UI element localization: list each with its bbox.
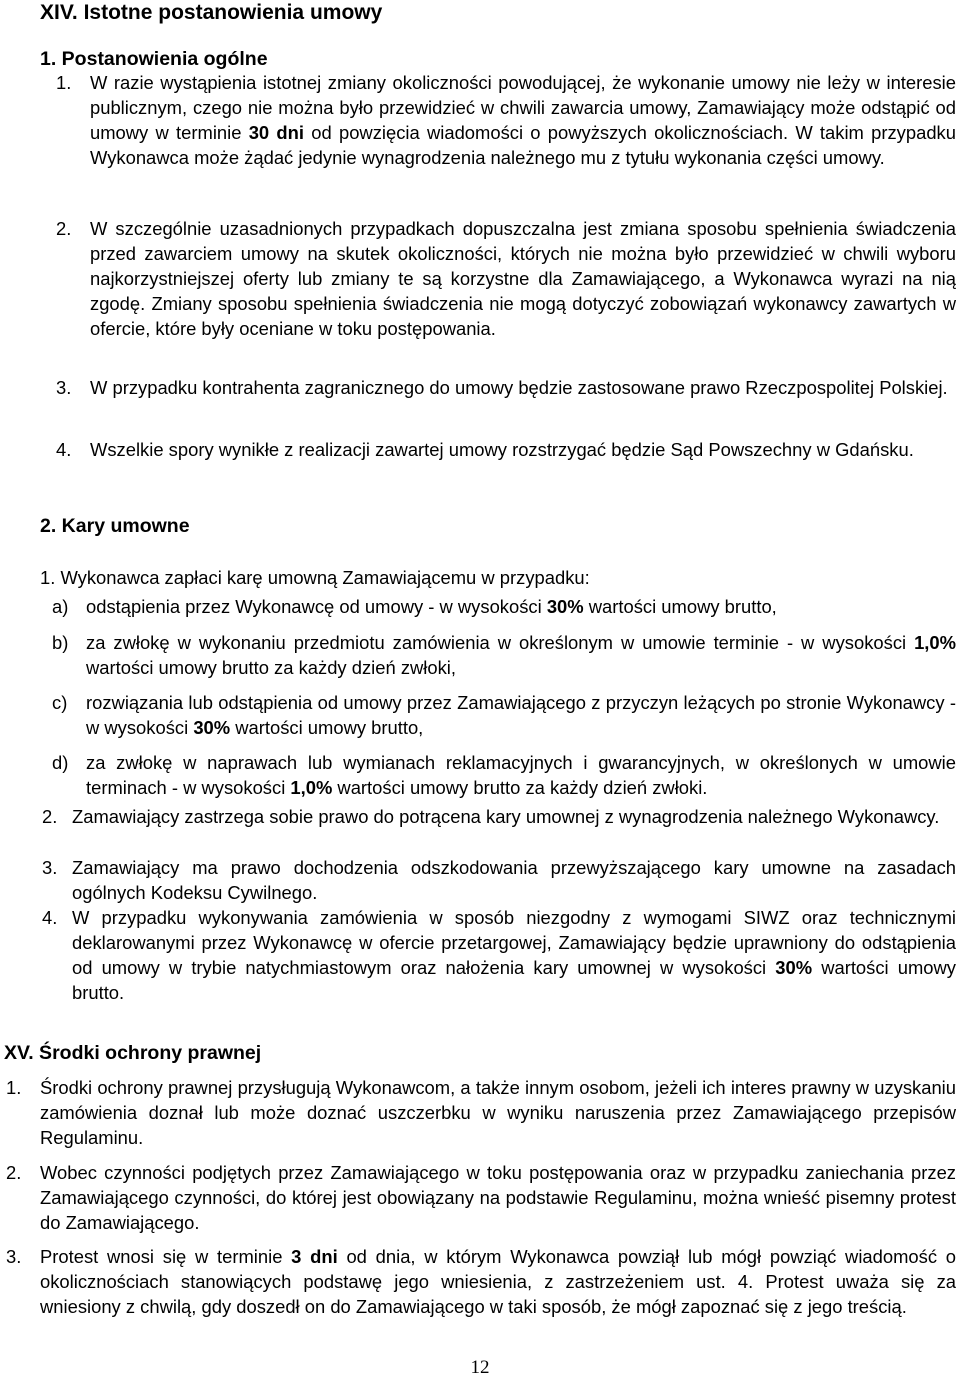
item-number: 1. xyxy=(6,1077,22,1098)
case-letter: a) xyxy=(52,596,69,617)
item-number: 3. xyxy=(42,857,58,878)
item-text: W szczególnie uzasadnionych przypadkach dopuszczalna jest zmiana sposobu spełnienia świadczenia przed zawarciem umowy na skutek okoliczności, których nie można było przewidzieć w chwili wyboru najkorzystniejszej oferty lub zmiany te są korzystne dla Zamawiającego, a Wykonawca wyrazi na nią zgodę. Zmiany sposobu spełnienia świadczenia nie mogą dotyczyć zobowiązań wykonawcy zawartych w ofercie, które były oceniane w toku postępowania. xyxy=(90,218,956,339)
penalties-item-2 xyxy=(42,804,956,829)
item-number: 2. xyxy=(42,806,58,827)
general-item-3 xyxy=(56,375,956,400)
legal-item-1 xyxy=(6,1075,956,1150)
case-text: odstąpienia przez Wykonawcę od umowy - w wysokości 30% wartości umowy brutto, xyxy=(86,596,777,617)
item-number: 2. xyxy=(56,218,72,239)
legal-item-3 xyxy=(6,1244,956,1319)
penalty-case-a xyxy=(52,594,956,619)
item-number: 1. xyxy=(56,72,72,93)
item-text: Wszelkie spory wynikłe z realizacji zawartej umowy rozstrzygać będzie Sąd Powszechny w Gdańsku. xyxy=(90,439,914,460)
item-number: 4. xyxy=(42,907,58,928)
item-text: Zamawiający zastrzega sobie prawo do potrącena kary umownej z wynagrodzenia należnego Wykonawcy. xyxy=(72,806,940,827)
item-number: 3. xyxy=(56,377,72,398)
case-text: rozwiązania lub odstąpienia od umowy przez Zamawiającego z przyczyn leżących po stronie Wykonawcy - w wysokości 30% wartości umowy brutto, xyxy=(86,692,956,738)
page-number: 12 xyxy=(470,1357,490,1378)
item-text: Wobec czynności podjętych przez Zamawiającego w toku postępowania oraz w przypadku zaniechania przez Zamawiającego czynności, do której jest obowiązany na podstawie Regulaminu, można wnieść pisemny protest do Zamawiającego. xyxy=(40,1162,956,1233)
item-text: W razie wystąpienia istotnej zmiany okoliczności powodującej, że wykonanie umowy nie leży w interesie publicznym, czego nie można było przewidzieć w chwili zawarcia umowy, Zamawiający może odstąpić od umowy w terminie 30 dni od powzięcia wiadomości o powyższych okolicznościach. W takim przypadku Wykonawca może żądać jedynie wynagrodzenia należnego mu z tytułu wykonania części umowy. xyxy=(90,72,956,168)
penalties-item-4 xyxy=(42,905,956,1005)
general-item-2 xyxy=(56,216,956,341)
penalties-item-3 xyxy=(42,855,956,905)
penalty-case-b xyxy=(52,630,956,680)
item-text: Środki ochrony prawnej przysługują Wykonawcom, a także innym osobom, jeżeli ich interes prawny w uzyskaniu zamówienia doznał lub może doznać uszczerbku w wyniku naruszenia przez Zamawiającego przepisów Regulaminu. xyxy=(40,1077,956,1148)
penalty-case-d xyxy=(52,750,956,800)
penalties-intro: 1. Wykonawca zapłaci karę umowną Zamawiającemu w przypadku: xyxy=(40,567,590,588)
legal-item-2 xyxy=(6,1160,956,1235)
item-text: W przypadku wykonywania zamówienia w sposób niezgodny z wymogami SIWZ oraz technicznymi deklarowanymi przez Wykonawcę w ofercie przetargowej, Zamawiający będzie uprawniony do odstąpienia od umowy w trybie natychmiastowym oraz nałożenia kary umownej w wysokości 30% wartości umowy brutto. xyxy=(72,907,956,1003)
general-item-4 xyxy=(56,437,956,462)
case-letter: d) xyxy=(52,752,69,773)
item-number: 3. xyxy=(6,1246,22,1267)
general-item-1 xyxy=(56,70,956,170)
penalties-title: 2. Kary umowne xyxy=(40,515,190,537)
item-text: Protest wnosi się w terminie 3 dni od dnia, w którym Wykonawca powziął lub mógł powziąć wiadomość o okolicznościach stanowiących podstawę jego wniesienia, z zastrzeżeniem ust. 4. Protest uważa się za wniesiony z chwilą, gdy doszedł on do Zamawiającego w taki sposób, że mógł zapoznać się z jego treścią. xyxy=(40,1246,956,1317)
section-14-title: XIV. Istotne postanowienia umowy xyxy=(40,1,383,24)
case-letter: b) xyxy=(52,632,69,653)
penalty-case-c xyxy=(52,690,956,740)
general-provisions-title: 1. Postanowienia ogólne xyxy=(40,48,268,70)
item-text: W przypadku kontrahenta zagranicznego do umowy będzie zastosowane prawo Rzeczpospolitej Polskiej. xyxy=(90,377,948,398)
case-letter: c) xyxy=(52,692,68,713)
case-text: za zwłokę w naprawach lub wymianach reklamacyjnych i gwarancyjnych, w określonych w umowie terminach - w wysokości 1,0% wartości umowy brutto za każdy dzień zwłoki. xyxy=(86,752,956,798)
item-text: Zamawiający ma prawo dochodzenia odszkodowania przewyższającego kary umowne na zasadach ogólnych Kodeksu Cywilnego. xyxy=(72,857,956,903)
case-text: za zwłokę w wykonaniu przedmiotu zamówienia w określonym w umowie terminie - w wysokości 1,0% wartości umowy brutto za każdy dzień zwłoki, xyxy=(86,632,956,678)
section-15-title: XV. Środki ochrony prawnej xyxy=(4,1042,262,1064)
item-number: 2. xyxy=(6,1162,22,1183)
item-number: 4. xyxy=(56,439,72,460)
